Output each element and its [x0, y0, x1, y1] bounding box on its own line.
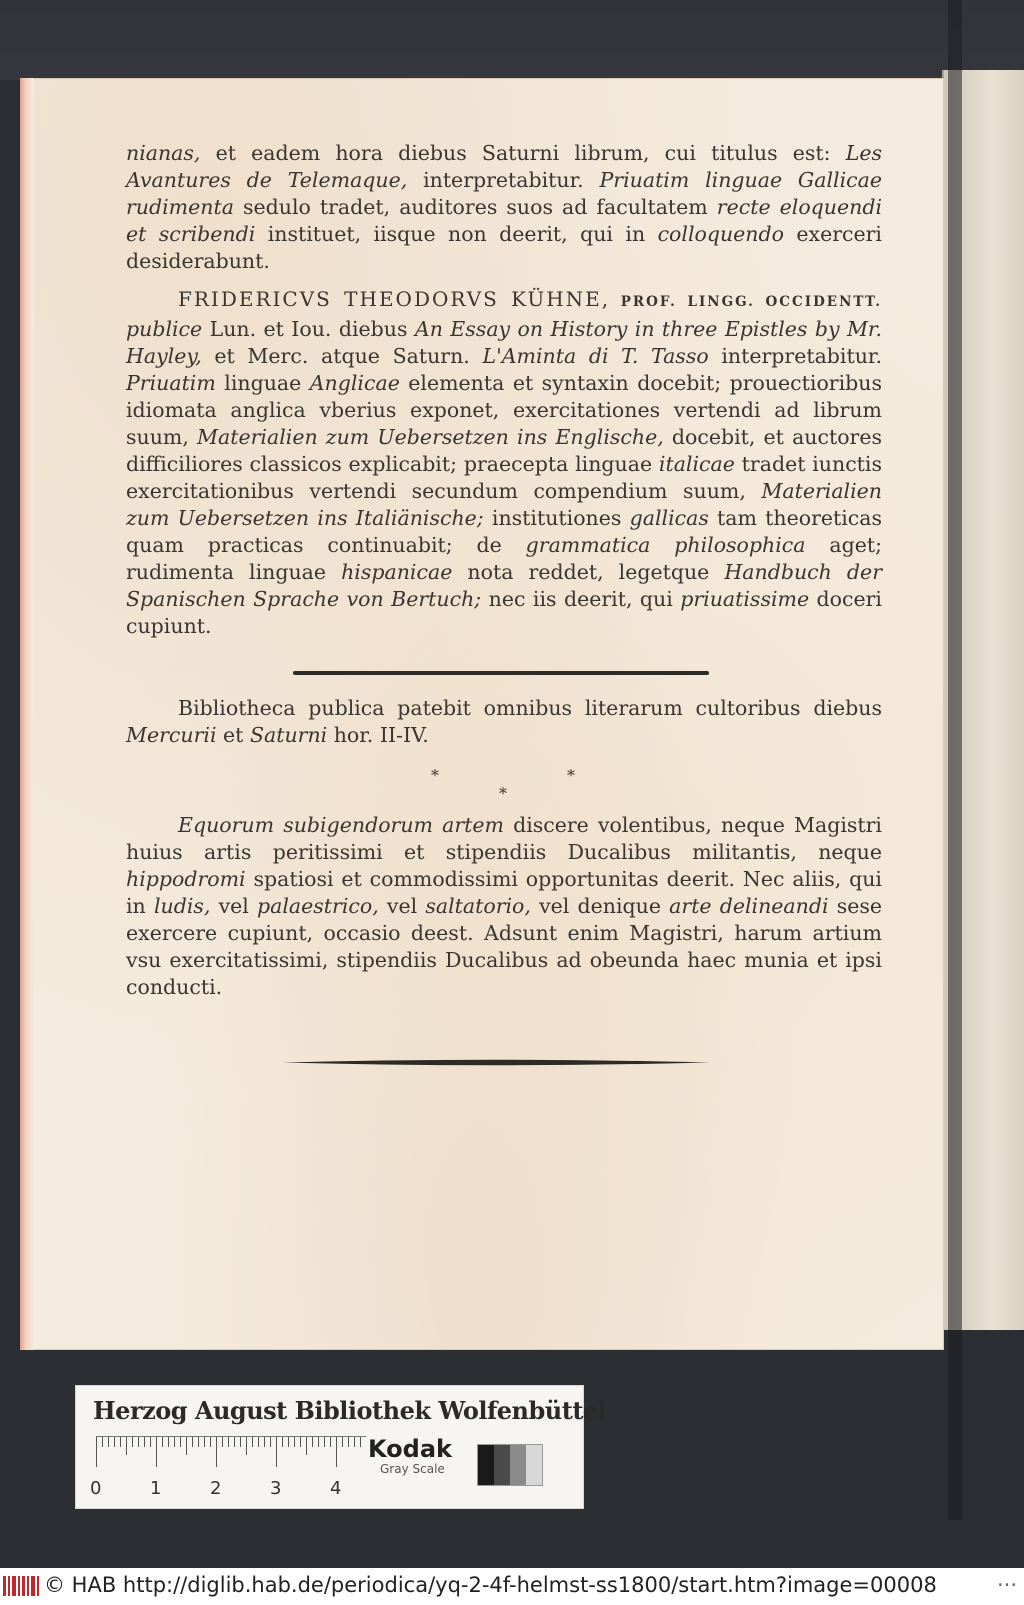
- text-span: italicae: [658, 452, 735, 476]
- text-span: gallicas: [629, 506, 709, 530]
- text-span: publice: [126, 317, 203, 341]
- section-divider: [293, 671, 709, 675]
- ruler-tick: [330, 1437, 331, 1447]
- ruler-tick: [156, 1437, 157, 1467]
- text-span: L'Aminta di T. Tasso: [482, 344, 709, 368]
- kodak-logo: Kodak: [368, 1435, 452, 1463]
- asterisk: *: [431, 766, 439, 785]
- ruler-tick: [222, 1437, 223, 1447]
- ruler-tick: [234, 1437, 235, 1447]
- ruler-tick: [126, 1437, 127, 1455]
- text-span: elementa et syntaxin docebit; prouectioribus idiomata anglica vberius exponet, exercitationes vertendi ad librum suum,: [126, 371, 882, 449]
- text-span: et Merc. atque Saturn.: [201, 344, 483, 368]
- text-span: spatiosi et commodissimi opportunitas deerit. Nec aliis, qui in: [126, 867, 882, 918]
- book-gutter: [948, 0, 962, 1520]
- text-span: Lun. et Iou. diebus: [202, 317, 415, 341]
- text-span: doceri cupiunt.: [126, 587, 882, 638]
- gray-chip: [478, 1445, 494, 1485]
- text-span: interpretabitur.: [708, 344, 882, 368]
- text-span: Saturni: [249, 723, 328, 747]
- gray-chip: [494, 1445, 510, 1485]
- gray-chip: [526, 1445, 542, 1485]
- text-span: tam theoreticas quam practicas continuabit; de: [126, 506, 883, 557]
- ruler-tick: [252, 1437, 253, 1447]
- scan-backdrop: [0, 0, 1024, 80]
- asterisk: *: [499, 784, 507, 803]
- ruler-tick: [276, 1437, 277, 1467]
- text-span: vel: [210, 894, 258, 918]
- text-span: instituet, iisque non deerit, qui in: [255, 222, 658, 246]
- text-span: hor. II-IV.: [327, 723, 429, 747]
- ruler-tick: [192, 1437, 193, 1447]
- text-span: et: [216, 723, 250, 747]
- text-span: Priuatim linguae Gallicae rudimenta: [126, 168, 882, 219]
- text-span: saltatorio,: [425, 894, 531, 918]
- text-span: Priuatim: [126, 371, 216, 395]
- text-span: vel denique: [530, 894, 670, 918]
- ruler-tick: [108, 1437, 109, 1447]
- ruler-tick: [240, 1437, 241, 1447]
- ruler-tick: [318, 1437, 319, 1447]
- text-span: palaestrico,: [257, 894, 379, 918]
- text-span: institutiones: [483, 506, 630, 530]
- kodak-gray-scale: [368, 1436, 458, 1476]
- paragraph-french: [126, 140, 882, 275]
- ruler-number: 2: [210, 1478, 222, 1499]
- scale-ruler: [96, 1436, 366, 1467]
- text-span: Materialien zum Uebersetzen ins Englische,: [197, 425, 664, 449]
- text-span: sese exercere cupiunt, occasio deest. Adsunt enim Magistri, harum artium vsu exercitatissimi, stipendiis Ducalibus ad obeunda haec munia et ipsi conducti.: [126, 894, 883, 999]
- ruler-number: 3: [270, 1478, 282, 1499]
- text-span: docebit, et auctores difficiliores classicos explicabit; praecepta linguae: [126, 425, 883, 476]
- text-span: aget; rudimenta linguae: [126, 533, 882, 584]
- text-span: sedulo tradet, auditores suos ad facultatem: [233, 195, 717, 219]
- text-span: nec iis deerit, qui: [481, 587, 681, 611]
- ruler-number: 4: [330, 1478, 342, 1499]
- text-span: colloquendo: [657, 222, 784, 246]
- ruler-tick: [174, 1437, 175, 1447]
- text-span: recte eloquendi et scribendi: [126, 195, 882, 246]
- ruler-tick: [120, 1437, 121, 1447]
- text-span: grammatica philosophica: [525, 533, 806, 557]
- ruler-tick: [168, 1437, 169, 1447]
- ornamental-rule: [283, 1058, 709, 1067]
- text-span: An Essay on History in three Epistles by Mr. Hayley,: [126, 317, 882, 368]
- hab-barcode-icon: [3, 1574, 47, 1598]
- ruler-tick: [198, 1437, 199, 1447]
- text-span: Mercurii: [126, 723, 217, 747]
- more-icon[interactable]: ···: [997, 1573, 1018, 1597]
- ruler-tick: [312, 1437, 313, 1447]
- ruler-tick: [132, 1437, 133, 1447]
- ruler-tick: [342, 1437, 343, 1447]
- text-span: linguae: [215, 371, 310, 395]
- copyright-url[interactable]: © HAB http://diglib.hab.de/periodica/yq-2-4f-helmst-ss1800/start.htm?image=00008: [44, 1573, 937, 1597]
- text-span: Handbuch der Spanischen Sprache von Bertuch;: [126, 560, 882, 611]
- professor-title: PROF. LINGG. OCCIDENTT.: [610, 294, 882, 310]
- text-span: vel: [378, 894, 426, 918]
- page-edge: [20, 78, 34, 1350]
- text-span: Bibliotheca publica patebit omnibus literarum cultoribus diebus: [178, 696, 882, 720]
- ruler-tick: [282, 1437, 283, 1447]
- ruler-number: 1: [150, 1478, 162, 1499]
- text-span: Equorum subigendorum artem: [178, 813, 504, 837]
- text-span: hippodromi: [126, 867, 246, 891]
- text-span: ludis,: [153, 894, 211, 918]
- gray-scale-chips: [477, 1444, 543, 1486]
- ruler-tick: [204, 1437, 205, 1447]
- ruler-tick: [324, 1437, 325, 1447]
- text-span: exerceri desiderabunt.: [126, 222, 882, 273]
- ruler-tick: [300, 1437, 301, 1447]
- gray-scale-label: Gray Scale: [380, 1462, 445, 1476]
- text-span: arte delineandi: [669, 894, 829, 918]
- ruler-tick: [246, 1437, 247, 1455]
- library-color-card: [75, 1385, 607, 1509]
- ruler-tick: [210, 1437, 211, 1447]
- ruler-tick: [102, 1437, 103, 1447]
- text-span: hispanicae: [341, 560, 453, 584]
- ruler-tick: [180, 1437, 181, 1447]
- text-span: tradet iunctis exercitationibus vertendi secundum compendium suum,: [126, 452, 882, 503]
- ruler-tick: [186, 1437, 187, 1455]
- ruler-tick: [288, 1437, 289, 1447]
- professor-name: FRIDERICVS THEODORVS KÜHNE,: [178, 287, 611, 311]
- text-span: et eadem hora diebus Saturni librum, cui titulus est:: [200, 141, 846, 165]
- ruler-tick: [360, 1437, 361, 1447]
- gray-chip: [510, 1445, 526, 1485]
- text-span: priuatissime: [680, 587, 810, 611]
- ruler-tick: [114, 1437, 115, 1447]
- ruler-tick: [150, 1437, 151, 1447]
- text-span: interpretabitur.: [407, 168, 600, 192]
- ruler-tick: [138, 1437, 139, 1447]
- ruler-tick: [348, 1437, 349, 1447]
- ruler-tick: [144, 1437, 145, 1447]
- ruler-tick: [264, 1437, 265, 1447]
- ruler-tick: [258, 1437, 259, 1447]
- text-span: Les Avantures de Telemaque,: [126, 141, 882, 192]
- paragraph-library: [126, 695, 882, 749]
- text-span: Anglicae: [309, 371, 400, 395]
- ruler-tick: [306, 1437, 307, 1455]
- asterisk: *: [567, 766, 575, 785]
- text-span: nota reddet, legetque: [452, 560, 725, 584]
- ruler-number: 0: [90, 1478, 102, 1499]
- ruler-tick: [354, 1437, 355, 1447]
- text-span: nianas,: [126, 141, 201, 165]
- ruler-numbers: [90, 1478, 370, 1498]
- text-span: Materialien zum Uebersetzen ins Italiänische;: [126, 479, 882, 530]
- text-span: discere volentibus, neque Magistri huius artis peritissimi et stipendiis Ducalibus militantis, neque: [126, 813, 882, 864]
- footer-bar: [0, 1568, 1024, 1605]
- ruler-tick: [294, 1437, 295, 1447]
- ruler-tick: [336, 1437, 337, 1467]
- paragraph-arts: [126, 812, 882, 1001]
- ruler-tick: [216, 1437, 217, 1467]
- ruler-tick: [228, 1437, 229, 1447]
- library-name: Herzog August Bibliothek Wolfenbüttel: [93, 1396, 607, 1425]
- ruler-tick: [96, 1437, 97, 1467]
- ruler-tick: [162, 1437, 163, 1447]
- ruler-tick: [270, 1437, 271, 1447]
- paragraph-kuhne: [126, 286, 882, 640]
